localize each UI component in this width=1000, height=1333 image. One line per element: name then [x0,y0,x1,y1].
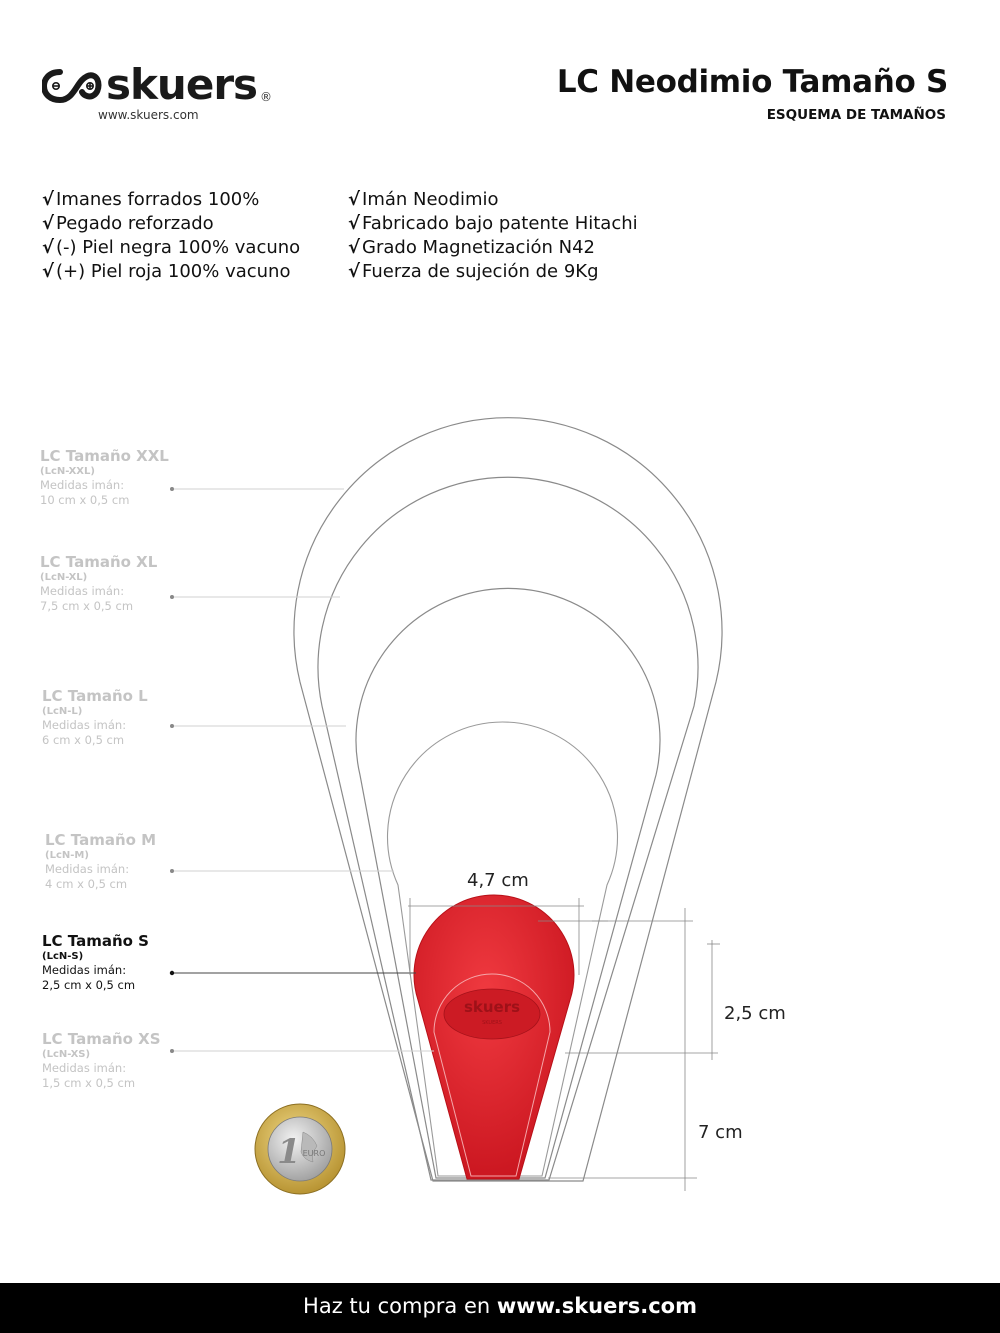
page-title: LC Neodimio Tamaño S [556,64,948,100]
infinity-logo-icon [42,66,104,106]
feature-item: √ Grado Magnetización N42 [348,237,595,258]
svg-text:1: 1 [277,1132,301,1172]
footer-text: Haz tu compra en [303,1294,497,1318]
feature-item: √ (+) Piel roja 100% vacuno [42,261,291,282]
check-icon: √ [348,237,361,258]
size-label-xxl[interactable]: LC Tamaño XXL (LcN-XXL) Medidas imán: 10 cm x 0,5 cm [40,447,169,507]
feature-item: √ Fuerza de sujeción de 9Kg [348,261,599,282]
check-icon: √ [348,189,361,210]
svg-text:SKUERS: SKUERS [482,1020,502,1026]
feature-list-right [348,188,638,284]
size-label-xl[interactable]: LC Tamaño XL (LcN-XL) Medidas imán: 7,5 cm x 0,5 cm [40,553,158,613]
size-label-s[interactable]: LC Tamaño S (LcN-S) Medidas imán: 2,5 cm x 0,5 cm [42,932,149,992]
dimension-height-label: 7 cm [698,1122,743,1143]
feature-item: √ Imán Neodimio [348,189,499,210]
size-label-l[interactable]: LC Tamaño L (LcN-L) Medidas imán: 6 cm x 0,5 cm [42,687,148,747]
check-icon: √ [42,213,55,234]
feature-item: √ Fabricado bajo patente Hitachi [348,213,638,234]
check-icon: √ [348,213,361,234]
svg-text:EURO: EURO [302,1149,326,1158]
check-icon: √ [42,261,55,282]
footer-bar [0,1283,1000,1333]
size-label-xs[interactable]: LC Tamaño XS (LcN-XS) Medidas imán: 1,5 cm x 0,5 cm [42,1030,161,1090]
feature-item: √ (-) Piel negra 100% vacuno [42,237,301,258]
check-icon: √ [42,189,55,210]
page-subtitle: ESQUEMA DE TAMAÑOS [766,107,946,123]
check-icon: √ [348,261,361,282]
check-icon: √ [42,237,55,258]
feature-item: √ Imanes forrados 100% [42,189,260,210]
feature-item: √ Pegado reforzado [42,213,214,234]
dimension-magnet-label: 2,5 cm [724,1003,786,1024]
svg-text:skuers: skuers [463,998,521,1016]
feature-list-left [42,188,300,284]
leader-lines [172,489,434,1051]
registered-mark: ® [260,90,272,104]
brand-url[interactable]: www.skuers.com [98,108,199,122]
brand-name: skuers [106,60,258,109]
brand-logo[interactable] [42,60,282,120]
dimension-width-label: 4,7 cm [467,870,529,891]
size-label-m[interactable]: LC Tamaño M (LcN-M) Medidas imán: 4 cm x 0,5 cm [45,831,157,891]
footer-link[interactable]: www.skuers.com [496,1294,697,1318]
euro-coin [255,1104,345,1194]
